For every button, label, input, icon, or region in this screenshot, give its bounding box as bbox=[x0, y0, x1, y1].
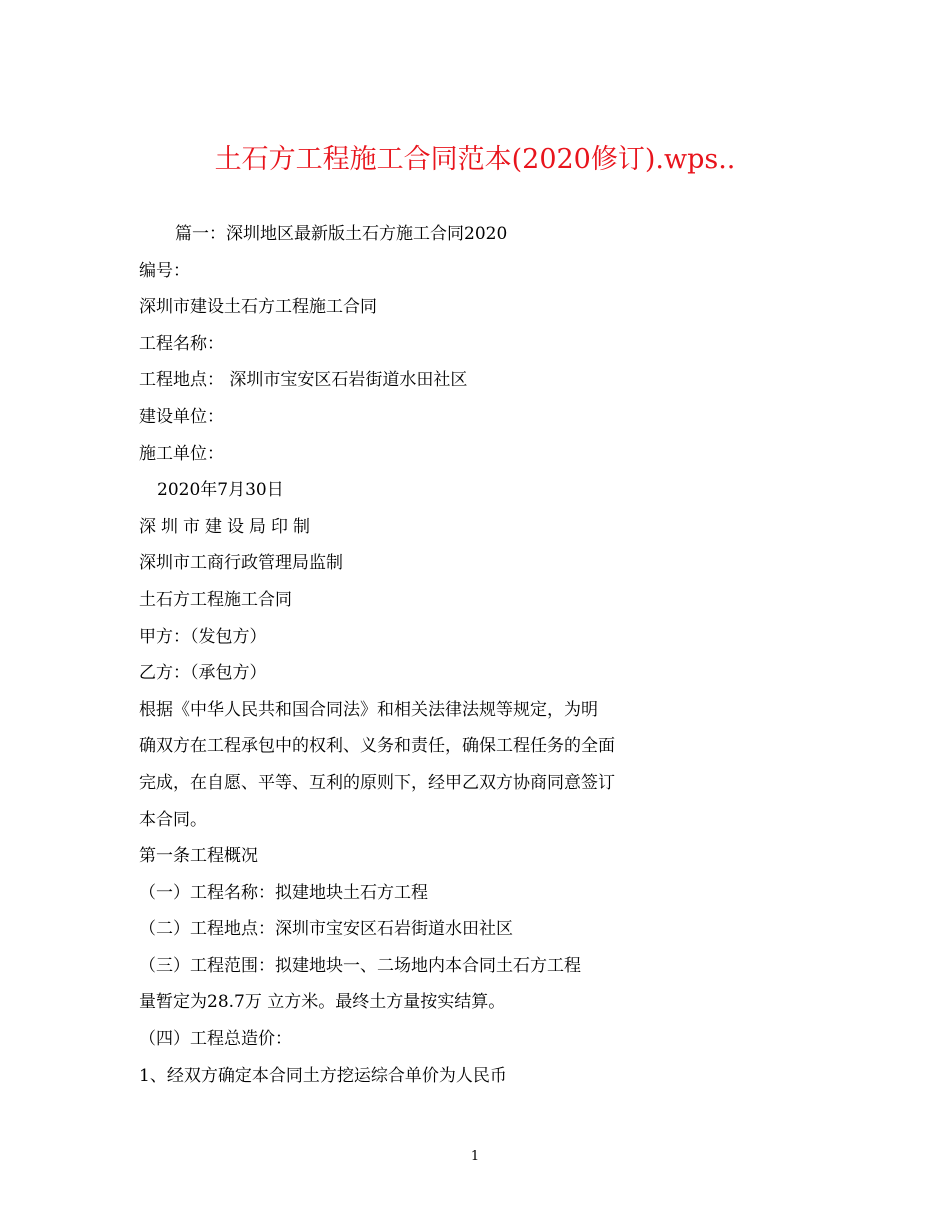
article-item-total-cost: （四）工程总造价： bbox=[139, 1029, 292, 1050]
article-one-heading: 第一条工程概况 bbox=[139, 846, 258, 867]
article-item-scope-continued: 量暂定为28.7万 立方米。最终土方量按实结算。 bbox=[139, 992, 506, 1013]
printed-by-line: 深圳市建设局印制 bbox=[139, 516, 315, 537]
article-item-scope: （三）工程范围：拟建地块一、二场地内本合同土石方工程 bbox=[139, 955, 581, 976]
preamble-line-3: 完成，在自愿、平等、互利的原则下，经甲乙双方协商同意签订 bbox=[139, 772, 615, 793]
contract-number-label: 编号： bbox=[139, 260, 190, 281]
date-line: 2020年7月30日 bbox=[157, 480, 284, 501]
preamble-line-2: 确双方在工程承包中的权利、义务和责任，确保工程任务的全面 bbox=[139, 736, 615, 757]
contract-name-line: 深圳市建设土石方工程施工合同 bbox=[139, 297, 377, 318]
party-b-line: 乙方：（承包方） bbox=[139, 663, 267, 684]
party-a-line: 甲方：（发包方） bbox=[139, 626, 267, 647]
section-heading-line: 篇一：深圳地区最新版土石方施工合同2020 bbox=[175, 224, 508, 244]
article-item-name: （一）工程名称：拟建地块土石方工程 bbox=[139, 882, 428, 903]
page-number: 1 bbox=[470, 1149, 480, 1164]
article-item-location: （二）工程地点：深圳市宝安区石岩街道水田社区 bbox=[139, 919, 513, 940]
unit-price-line: 1、经双方确定本合同土方挖运综合单价为人民币 bbox=[139, 1065, 507, 1086]
preamble-line-1: 根据《中华人民共和国合同法》和相关法律法规等规定，为明 bbox=[139, 699, 598, 720]
supervised-by-line: 深圳市工商行政管理局监制 bbox=[139, 553, 343, 574]
contract-heading-line: 土石方工程施工合同 bbox=[139, 589, 292, 610]
document-body bbox=[139, 216, 839, 1094]
document-title: 土石方工程施工合同范本(2020修订).wps.. bbox=[214, 144, 736, 175]
preamble-line-4: 本合同。 bbox=[139, 809, 207, 830]
project-location-line: 工程地点： 深圳市宝安区石岩街道水田社区 bbox=[139, 370, 468, 391]
builder-unit-label: 建设单位： bbox=[139, 406, 224, 427]
construction-unit-label: 施工单位： bbox=[139, 443, 224, 464]
project-name-label: 工程名称： bbox=[139, 333, 224, 354]
